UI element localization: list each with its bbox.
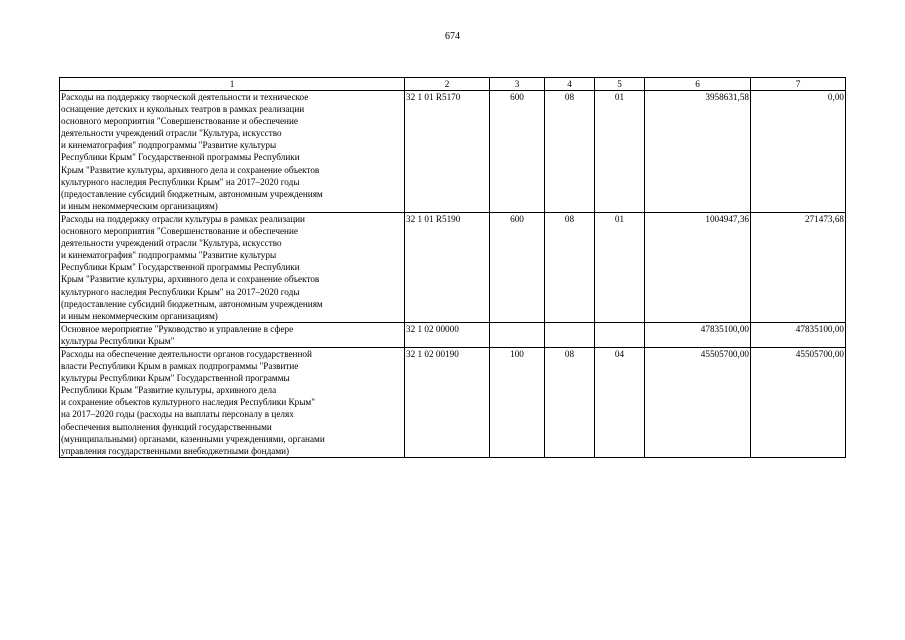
row-description [60,91,405,213]
row-section [545,322,595,347]
header-col-7: 7 [751,78,846,91]
description-line: и кинематография" подпрограммы "Развитие культуры [61,140,277,151]
description-line: и кинематография" подпрограммы "Развитие культуры [61,250,277,261]
row-amount-col6: 47835100,00 [645,322,751,347]
row-subsection: 04 [595,347,645,457]
row-section: 08 [545,212,595,322]
row-section: 08 [545,91,595,213]
description-line: власти Республики Крым в рамках подпрограммы "Развитие [61,361,299,372]
row-amount-col7: 0,00 [751,91,846,213]
description-line: Расходы на поддержку отрасли культуры в рамках реализации [61,213,305,224]
row-description [60,322,405,347]
description-line: Расходы на поддержку творческой деятельности и техническое [61,92,309,102]
table-row [60,322,846,347]
description-line: Республики Крым "Развитие культуры, архивного дела [61,385,277,396]
row-amount-col6: 1004947,36 [645,212,751,322]
row-description [60,212,405,322]
table-row [60,91,846,213]
description-line: Основное мероприятие "Руководство и управление в сфере [61,323,294,334]
description-line: культуры Республики Крым" Государственной программы [61,373,290,384]
description-line: и сохранение объектов культурного наследия Республики Крым" [61,397,315,408]
description-line: управления государственными внебюджетными фондами) [61,445,290,456]
description-line: Республики Крым" Государственной программы Республики [61,152,300,163]
description-line: культурного наследия Республики Крым" на 2017–2020 годы [61,286,300,297]
table-row [60,347,846,457]
header-col-2: 2 [405,78,490,91]
row-amount-col7: 45505700,00 [751,347,846,457]
row-amount-col6: 3958631,58 [645,91,751,213]
description-line: деятельности учреждений отрасли "Культура, искусство [61,128,282,139]
description-line: основного мероприятия "Совершенствование и обеспечение [61,116,298,127]
description-line: Крым "Развитие культуры, архивного дела и сохранение объектов [61,274,320,285]
description-line: на 2017–2020 годы (расходы на выплаты персоналу в целях [61,409,294,420]
description-line: оснащение детских и кукольных театров в рамках реализации [61,104,305,115]
description-line: (муниципальными) органами, казенными учреждениями, органами [61,433,325,444]
row-program-code: 32 1 01 R5170 [405,91,490,213]
row-amount-col7: 271473,68 [751,212,846,322]
row-expense-type: 600 [490,91,545,213]
row-subsection: 01 [595,212,645,322]
row-program-code: 32 1 01 R5190 [405,212,490,322]
header-col-1: 1 [60,78,405,91]
description-line: и иным некоммерческим организациям) [61,200,218,211]
row-expense-type [490,322,545,347]
row-program-code: 32 1 02 00000 [405,322,490,347]
row-expense-type: 600 [490,212,545,322]
description-line: Расходы на обеспечение деятельности органов государственной [61,348,312,359]
header-row [60,78,846,91]
description-line: Крым "Развитие культуры, архивного дела и сохранение объектов [61,164,320,175]
description-line: и иным некоммерческим организациям) [61,310,218,321]
row-subsection: 01 [595,91,645,213]
header-col-4: 4 [545,78,595,91]
row-subsection [595,322,645,347]
description-line: деятельности учреждений отрасли "Культура, искусство [61,238,282,249]
description-line: Республики Крым" Государственной программы Республики [61,262,300,273]
page-number: 674 [445,31,460,42]
header-col-6: 6 [645,78,751,91]
row-section: 08 [545,347,595,457]
budget-table [59,77,846,458]
description-line: (предоставление субсидий бюджетным, автономным учреждениям [61,188,323,199]
row-amount-col6: 45505700,00 [645,347,751,457]
header-col-5: 5 [595,78,645,91]
row-program-code: 32 1 02 00190 [405,347,490,457]
description-line: основного мероприятия "Совершенствование и обеспечение [61,226,298,237]
description-line: (предоставление субсидий бюджетным, автономным учреждениям [61,298,323,309]
row-amount-col7: 47835100,00 [751,322,846,347]
row-expense-type: 100 [490,347,545,457]
header-col-3: 3 [490,78,545,91]
description-line: обеспечения выполнения функций государственными [61,421,272,432]
description-line: культуры Республики Крым" [61,335,175,346]
table-row [60,212,846,322]
row-description [60,347,405,457]
description-line: культурного наследия Республики Крым" на 2017–2020 годы [61,176,300,187]
